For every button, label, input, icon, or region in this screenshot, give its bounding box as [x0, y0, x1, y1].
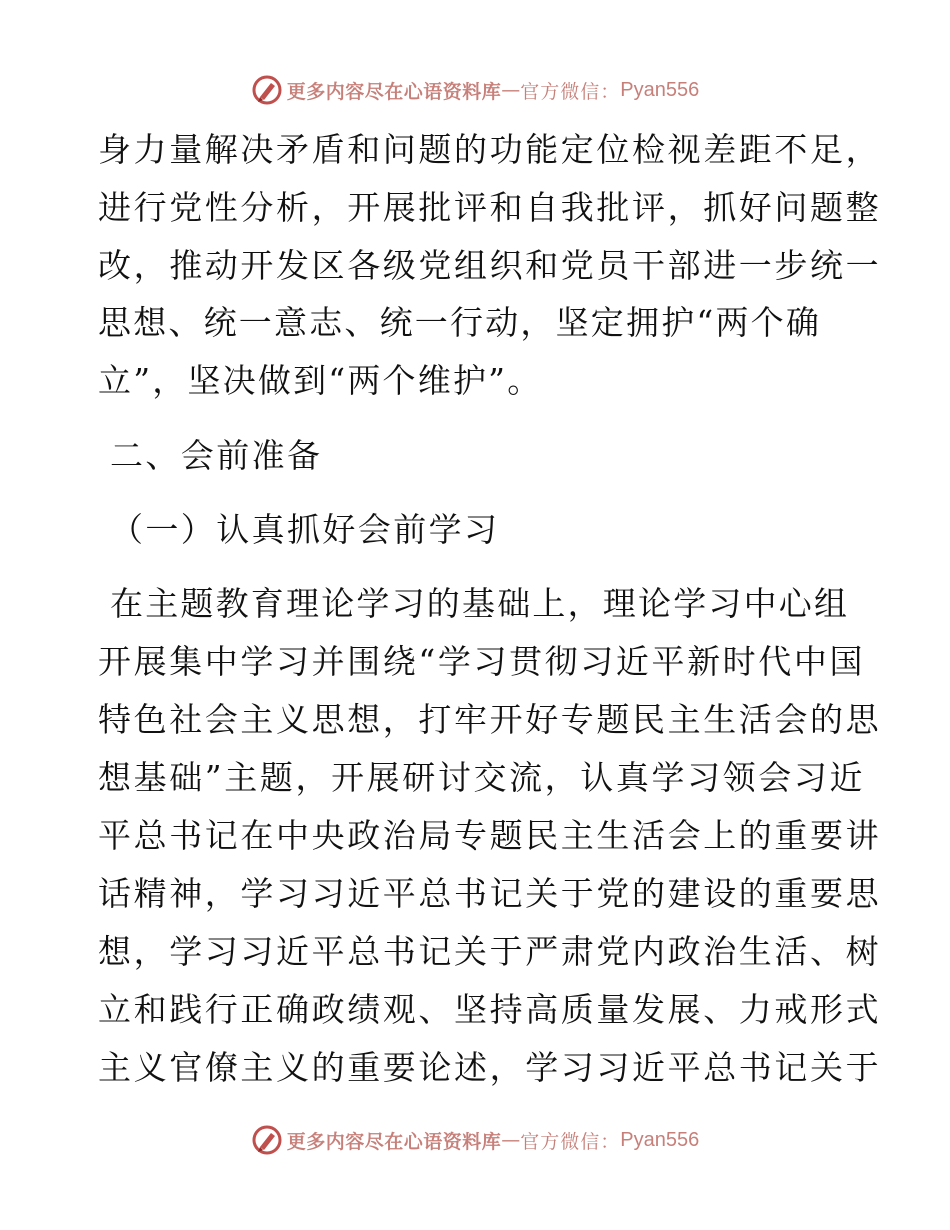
paragraph-line: 改，推动开发区各级党组织和党员干部进一步统一	[98, 246, 882, 285]
paragraph-line: 在主题教育理论学习的基础上，理论学习中心组	[110, 584, 850, 623]
watermark-dash: —	[501, 1129, 521, 1151]
watermark-official-label: 官方微信：	[520, 80, 621, 103]
paragraph-line: 进行党性分析，开展批评和自我批评，抓好问题整	[98, 188, 882, 227]
subsection-heading: （一）认真抓好会前学习	[110, 510, 500, 549]
paragraph-line: 平总书记在中央政治局专题民主生活会上的重要讲	[98, 816, 882, 855]
paragraph-line: 话精神，学习习近平总书记关于党的建设的重要思	[98, 874, 882, 913]
paragraph-line: 立”，坚决做到“两个维护”。	[98, 361, 543, 400]
paragraph-line: 立和践行正确政绩观、坚持高质量发展、力戒形式	[98, 990, 882, 1029]
pen-logo-icon	[251, 1124, 283, 1156]
paragraph-line: 想，学习习近平总书记关于严肃党内政治生活、树	[98, 932, 882, 971]
pen-logo-icon	[251, 74, 283, 106]
watermark-site-text: 更多内容尽在心语资料库	[286, 80, 502, 103]
paragraph-line: 身力量解决矛盾和问题的功能定位检视差距不足，	[98, 130, 882, 169]
paragraph-line: 想基础”主题，开展研讨交流，认真学习领会习近	[98, 758, 866, 797]
paragraph-line: 特色社会主义思想，打牢开好专题民主生活会的思	[98, 700, 882, 739]
footer-watermark	[0, 1120, 950, 1160]
header-watermark	[0, 70, 950, 110]
paragraph-line: 开展集中学习并围绕“学习贯彻习近平新时代中国	[98, 642, 866, 681]
watermark-official-label: 官方微信：	[520, 1130, 621, 1153]
watermark-wechat-id: Pyan556	[620, 78, 700, 101]
watermark-dash: —	[501, 79, 521, 101]
watermark-wechat-id: Pyan556	[620, 1128, 700, 1151]
paragraph-line: 主义官僚主义的重要论述，学习习近平总书记关于	[98, 1048, 882, 1087]
section-heading: 二、会前准备	[110, 436, 323, 475]
paragraph-line: 思想、统一意志、统一行动，坚定拥护“两个确	[98, 303, 822, 342]
watermark-site-text: 更多内容尽在心语资料库	[286, 1130, 502, 1153]
